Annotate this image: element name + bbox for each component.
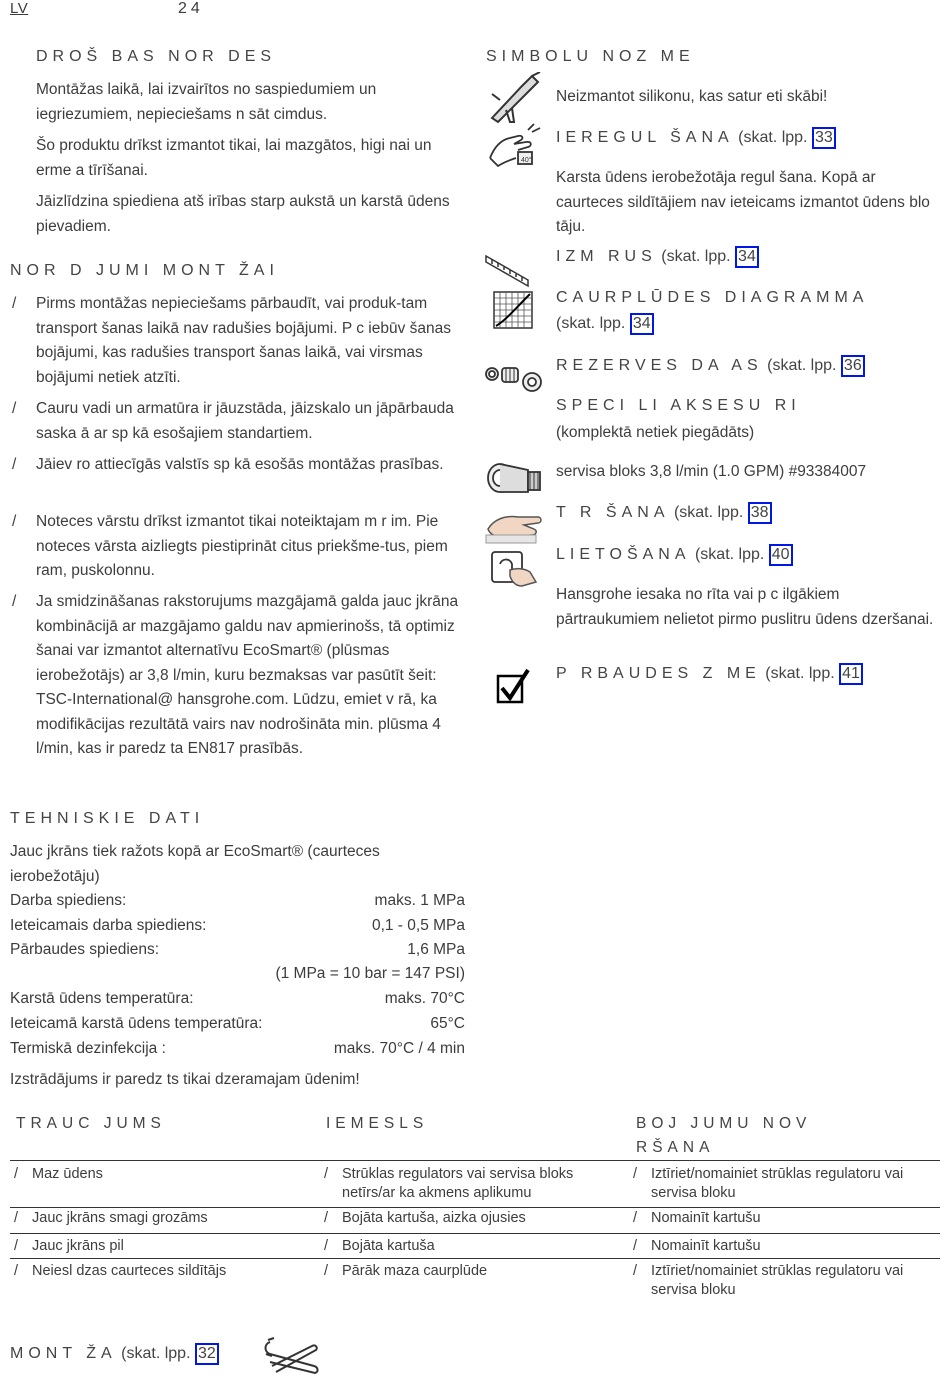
install-bullet-3 — [12, 453, 466, 478]
flow-heading — [556, 289, 868, 307]
table-rule — [10, 1207, 940, 1208]
silicone-gun-icon — [488, 72, 544, 124]
bullet-mark: / — [633, 1238, 638, 1254]
adjust-title: IEREGUL ŠANA — [556, 129, 734, 146]
bullet-mark: / — [14, 1210, 19, 1226]
flow-title: CAURPLŪDES DIAGRAMMA — [556, 289, 869, 306]
svg-text:40°: 40° — [521, 157, 532, 164]
trouble-col-problem: TRAUC JUMS — [16, 1115, 166, 1132]
cause-text: Bojāta kartuša, aizka ojusies — [342, 1210, 526, 1226]
bullet-mark: / — [324, 1166, 329, 1182]
adjust-ref-label: (skat. lpp. — [738, 129, 808, 146]
adjust-description: Karsta ūdens ierobežotāja regul šana. Kopā ar caurteces sildītājiem nav ieteicams izmantot ūdens blo tāju. — [556, 169, 930, 235]
operation-title: LIETOŠANA — [556, 546, 691, 563]
problem-text: Jauc jkrāns pil — [32, 1238, 124, 1254]
cause-text: Bojāta kartuša — [342, 1238, 435, 1254]
install-bullet-2 — [12, 397, 466, 446]
silicone-warning: Neizmantot silikonu, kas satur eti skābi! — [556, 88, 828, 105]
bullet-mark: / — [14, 1166, 19, 1182]
cleaning-ref-label: (skat. lpp. — [673, 504, 744, 521]
operation-ref-label: (skat. lpp. — [694, 546, 765, 563]
spec-value: maks. 1 MPa — [374, 892, 465, 909]
safety-paragraph-1: Montāžas laikā, lai izvairītos no saspiedumiem un iegriezumiem, nepieciešams n sāt cimdus. — [36, 81, 377, 123]
spec-label: Ieteicamā karstā ūdens temperatūra: — [10, 1015, 263, 1032]
spares-title: REZERVES DA AS — [556, 357, 763, 374]
bullet-mark: / — [324, 1238, 329, 1254]
wrench-icon — [262, 1336, 322, 1376]
table-rule — [10, 1233, 940, 1234]
spec-label: Ieteicamais darba spiediens: — [10, 917, 207, 934]
trouble-row-3-problem — [14, 1237, 302, 1256]
test-mark-heading — [556, 663, 863, 685]
spares-ref-label: (skat. lpp. — [767, 357, 837, 374]
mount-title: MONT ŽA — [10, 1345, 117, 1362]
spares-heading — [556, 355, 865, 377]
install-bullet-5 — [12, 590, 466, 762]
trouble-row-2-cause — [324, 1209, 612, 1228]
trouble-row-4-problem — [14, 1262, 302, 1281]
safety-paragraph-3: Jāizlīdzina spiediena atš irības starp aukstā un karstā ūdens pievadiem. — [36, 193, 450, 235]
spare-parts-icon — [484, 358, 544, 398]
trouble-row-1-fix — [633, 1165, 936, 1203]
install-bullet-4 — [12, 510, 466, 584]
bullet-mark: / — [12, 400, 17, 417]
bullet-mark: / — [14, 1263, 19, 1279]
ruler-icon — [484, 248, 532, 288]
dims-ref-label: (skat. lpp. — [661, 248, 731, 265]
install-bullet-3-text: Jāiev ro attiecīgās valstīs sp kā esošās montāžas prasības. — [36, 456, 444, 473]
trouble-row-4-fix — [633, 1262, 936, 1300]
dims-page-link[interactable]: 34 — [735, 246, 759, 268]
flow-page-link[interactable]: 34 — [630, 313, 654, 335]
bullet-mark: / — [633, 1166, 638, 1182]
trouble-col-fix: BOJ JUMU NOV RŠANA — [636, 1115, 812, 1156]
problem-text: Neiesl dzas caurteces sildītājs — [32, 1263, 227, 1279]
dims-title: IZM RUS — [556, 248, 657, 265]
flow-diagram-icon — [492, 290, 536, 332]
test-mark-ref-label: (skat. lpp. — [765, 665, 835, 682]
fix-text: Iztīriet/nomainiet strūklas regulatoru vai servisa bloku — [651, 1166, 904, 1201]
bullet-mark: / — [633, 1263, 638, 1279]
test-mark-page-link[interactable]: 41 — [839, 663, 863, 685]
drinking-water-note: Izstrādājums ir paredz ts tikai dzeramajam ūdenim! — [10, 1071, 360, 1088]
trouble-col-cause: IEMESLS — [326, 1115, 429, 1132]
operation-hand-icon — [488, 546, 540, 588]
cleaning-hand-icon — [484, 505, 544, 545]
spec-label: Karstā ūdens temperatūra: — [10, 990, 194, 1007]
trouble-row-4-cause — [324, 1262, 612, 1281]
page-number: 24 — [178, 0, 204, 17]
special-accessories-note: (komplektā netiek piegādāts) — [556, 424, 755, 441]
bullet-mark: / — [12, 295, 17, 312]
table-rule — [10, 1160, 940, 1161]
install-bullet-4-text: Noteces vārstu drīkst izmantot tikai noteiktajam m r im. Pie noteces vārsta aizliegts piestiprināt citus priekšme-tus, piem ram, puskolonnu. — [36, 513, 448, 579]
fix-text: Iztīriet/nomainiet strūklas regulatoru vai servisa bloku — [651, 1263, 904, 1298]
bullet-mark: / — [324, 1263, 329, 1279]
adjust-page-link[interactable]: 33 — [812, 127, 836, 149]
language-code: LV — [10, 0, 29, 17]
special-title: SPECI LI AKSESU RI — [556, 397, 801, 414]
install-bullet-5-text: Ja smidzināšanas rakstorujums mazgājamā galda jauc jkrāna kombinācijā ar mazgājamo galdu nav apmierinošs, tā optimiz šanai var izmantot alternatīvu EcoSmart® (plūsmas ierobežotājs) ar 3,8 l/min, kuru bezmaksas var pasūtīt šeit: TSC-International@ hansgrohe.com. Lūdzu, emiet v rā, ka modifikācijas rezultātā vairs nav nodrošināta min. plūsma 4 l/min, kas ir paredz ta EN817 prasībās. — [36, 593, 459, 757]
fix-text: Nomainīt kartušu — [651, 1238, 761, 1254]
trouble-row-1-problem — [14, 1165, 302, 1184]
trouble-row-2-fix — [633, 1209, 936, 1228]
bullet-mark: / — [14, 1238, 19, 1254]
safety-paragraph-2: Šo produktu drīkst izmantot tikai, lai mazgātos, higi nai un erme a tīrīšanai. — [36, 137, 432, 179]
cause-text: Pārāk maza caurplūde — [342, 1263, 488, 1279]
spec-label: Pārbaudes spiediens: — [10, 941, 160, 958]
spec-label: Termiskā dezinfekcija : — [10, 1040, 166, 1057]
operation-page-link[interactable]: 40 — [769, 544, 793, 566]
bullet-mark: / — [12, 593, 17, 610]
install-bullet-2-text: Cauru vadi un armatūra ir jāuzstāda, jāizskalo un jāpārbauda saska ā ar sp kā esošajiem standartiem. — [36, 400, 454, 442]
trouble-row-1-cause — [324, 1165, 612, 1203]
test-mark-title: P RBAUDES Z ME — [556, 665, 761, 682]
cleaning-heading — [556, 502, 772, 524]
mount-heading — [10, 1343, 219, 1365]
bullet-mark: / — [633, 1210, 638, 1226]
cause-text: Strūklas regulators vai servisa bloks netīrs/ar ka akmens aplikumu — [342, 1166, 574, 1201]
adjustment-hand-icon — [488, 122, 544, 170]
special-accessories-heading — [556, 397, 801, 415]
operation-heading — [556, 544, 793, 566]
spec-value: 0,1 - 0,5 MPa — [371, 917, 465, 934]
dims-heading — [556, 246, 759, 268]
spec-value: 65°C — [430, 1015, 465, 1032]
mount-ref-label: (skat. lpp. — [121, 1345, 191, 1362]
bullet-mark: / — [12, 456, 17, 473]
spec-value: maks. 70°C / 4 min — [333, 1040, 465, 1057]
mount-page-link[interactable]: 32 — [195, 1343, 219, 1365]
bullet-mark: / — [324, 1210, 329, 1226]
spec-label: Darba spiediens: — [10, 892, 127, 909]
trouble-row-2-problem — [14, 1209, 302, 1228]
operation-description: Hansgrohe iesaka no rīta vai p c ilgākiem pārtraukumiem nelietot pirmo puslitru ūdens dzeršanai. — [556, 586, 934, 628]
safety-heading: DROŠ BAS NOR DES — [36, 48, 277, 65]
bullet-mark: / — [12, 513, 17, 530]
install-bullet-1 — [12, 292, 466, 390]
problem-text: Maz ūdens — [32, 1166, 103, 1182]
service-block-icon — [486, 460, 544, 504]
service-block-item: servisa bloks 3,8 l/min (1.0 GPM) #93384007 — [556, 463, 867, 480]
cleaning-title: T R ŠANA — [556, 504, 670, 521]
cleaning-page-link[interactable]: 38 — [748, 502, 772, 524]
spec-value: maks. 70°C — [384, 990, 465, 1007]
fix-text: Nomainīt kartušu — [651, 1210, 761, 1226]
install-bullet-1-text: Pirms montāžas nepieciešams pārbaudīt, vai produk-tam transport šanas laikā nav radušies bojājumi. P c iebūv šanas bojājumi, kas radušies transport šanas laikā, vai virsmas bojājumi netiek atzīti. — [36, 295, 451, 386]
spec-value: (1 MPa = 10 bar = 147 PSI) — [275, 965, 465, 982]
flow-ref-label: (skat. lpp. — [556, 315, 626, 332]
adjust-heading — [556, 127, 836, 149]
install-heading: NOR D JUMI MONT ŽAI — [10, 262, 279, 279]
symbols-heading: SIMBOLU NOZ ME — [486, 48, 695, 65]
spares-page-link[interactable]: 36 — [841, 355, 865, 377]
table-rule — [10, 1258, 940, 1259]
problem-text: Jauc jkrāns smagi grozāms — [32, 1210, 208, 1226]
trouble-row-3-fix — [633, 1237, 936, 1256]
spec-value: 1,6 MPa — [407, 941, 465, 958]
flow-reference — [556, 313, 654, 335]
trouble-row-3-cause — [324, 1237, 612, 1256]
tech-heading: TEHNISKIE DATI — [10, 810, 205, 827]
tech-intro: Jauc jkrāns tiek ražots kopā ar EcoSmart® (caurteces ierobežotāju) — [10, 843, 380, 885]
checkmark-icon — [496, 668, 530, 706]
